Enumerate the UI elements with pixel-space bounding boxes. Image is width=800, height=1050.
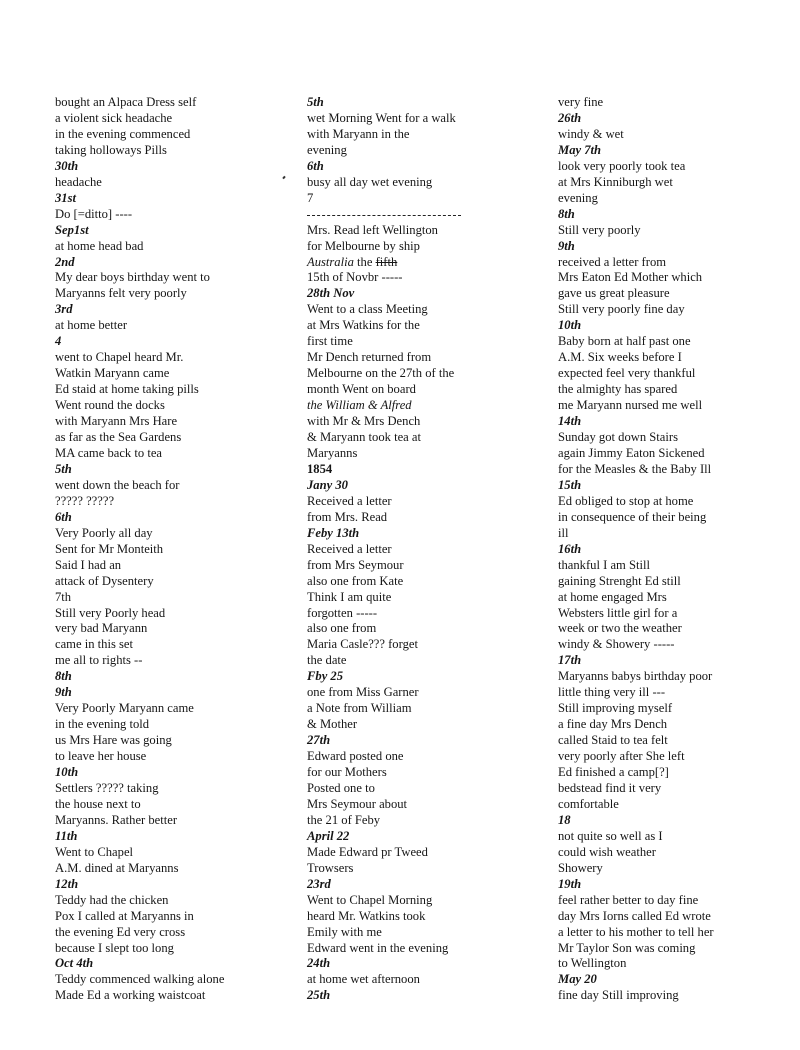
diary-date: 9th <box>55 685 72 700</box>
diary-date: 15th <box>558 477 582 492</box>
diary-column-right <box>558 95 793 1004</box>
diary-line: Pox I called at Maryanns in <box>55 908 194 923</box>
diary-line: a letter to his mother to tell her <box>558 924 714 939</box>
diary-line: thankful I am Still <box>558 557 650 572</box>
diary-line: & Mother <box>307 717 358 732</box>
diary-date: 31st <box>55 190 76 205</box>
diary-line: the almighty has spared <box>558 382 678 397</box>
struck-word: fifth <box>375 254 398 269</box>
diary-line: Mrs Eaton Ed Mother which <box>558 270 703 285</box>
diary-line: Went to Chapel <box>55 844 134 859</box>
diary-line: the date <box>307 653 347 668</box>
diary-line: Mr Dench returned from <box>307 350 432 365</box>
diary-line: from Mrs Seymour <box>307 557 404 572</box>
diary-line: at Mrs Watkins for the <box>307 318 420 333</box>
diary-line: could wish weather <box>558 844 656 859</box>
diary-date: 6th <box>55 509 72 524</box>
diary-date: May 7th <box>558 142 602 157</box>
diary-date: 28th Nov <box>307 286 355 301</box>
diary-line: a fine day Mrs Dench <box>558 717 668 732</box>
diary-date: 24th <box>307 956 331 971</box>
diary-line: Ed finished a camp[?] <box>558 765 669 780</box>
diary-line: Think I am quite <box>307 589 392 604</box>
diary-line: very fine <box>558 95 604 109</box>
diary-line: Sunday got down Stairs <box>558 430 678 445</box>
diary-line: Showery <box>558 860 603 875</box>
diary-date: 6th <box>307 158 324 173</box>
diary-line: Maryanns felt very poorly <box>55 286 187 301</box>
diary-date: 25th <box>307 988 331 1003</box>
diary-line: Mrs Seymour about <box>307 796 408 811</box>
diary-date: 30th <box>55 158 79 173</box>
diary-date: 19th <box>558 876 582 891</box>
diary-line: Emily with me <box>307 924 382 939</box>
diary-line: Ed staid at home taking pills <box>55 382 199 397</box>
diary-line: Made Edward pr Tweed <box>307 844 428 859</box>
diary-line: Do [=ditto] ---- <box>55 206 133 221</box>
diary-date: Oct 4th <box>55 956 94 971</box>
diary-column-left <box>55 95 285 1004</box>
diary-line: us Mrs Hare was going <box>55 733 172 748</box>
diary-date: 2nd <box>55 254 75 269</box>
diary-line: Maryanns <box>307 445 358 460</box>
diary-line: Made Ed a working waistcoat <box>55 988 206 1003</box>
diary-line: Very Poorly Maryann came <box>55 701 194 716</box>
diary-line: Received a letter <box>307 493 392 508</box>
diary-date: 8th <box>55 669 72 684</box>
diary-line: fine day Still improving <box>558 988 679 1003</box>
diary-line: heard Mr. Watkins took <box>307 908 426 923</box>
diary-line: bought an Alpaca Dress self <box>55 95 197 109</box>
diary-line: the house next to <box>55 796 141 811</box>
diary-line: headache <box>55 174 102 189</box>
diary-line: very poorly after She left <box>558 749 685 764</box>
diary-line: went to Chapel heard Mr. <box>55 350 184 365</box>
diary-date: 26th <box>558 110 582 125</box>
diary-line: as far as the Sea Gardens <box>55 430 182 445</box>
diary-line: Maryanns. Rather better <box>55 812 178 827</box>
diary-line: for our Mothers <box>307 765 387 780</box>
diary-date: 23rd <box>307 876 331 891</box>
ship-name: Australia <box>307 254 354 269</box>
diary-line: windy & Showery ----- <box>558 637 675 652</box>
diary-date: 16th <box>558 541 582 556</box>
diary-line: comfortable <box>558 796 619 811</box>
diary-date: 17th <box>558 653 582 668</box>
diary-line: Posted one to <box>307 780 375 795</box>
diary-date: 5th <box>307 95 324 109</box>
diary-line: because I slept too long <box>55 940 174 955</box>
diary-line: little thing very ill --- <box>558 685 666 700</box>
diary-date: Sep1st <box>55 222 89 237</box>
diary-line: forgotten ----- <box>307 605 378 620</box>
diary-line: ill <box>558 525 569 540</box>
diary-date: 12th <box>55 876 79 891</box>
diary-line: Still very Poorly head <box>55 605 166 620</box>
diary-line: the evening Ed very cross <box>55 924 186 939</box>
diary-line: Ed obliged to stop at home <box>558 493 694 508</box>
diary-line: Teddy commenced walking alone <box>55 972 225 987</box>
diary-line: with Maryann Mrs Hare <box>55 414 178 429</box>
diary-line: Sent for Mr Monteith <box>55 541 164 556</box>
diary-line: Mr Taylor Son was coming <box>558 940 696 955</box>
diary-line: Still improving myself <box>558 701 673 716</box>
diary-line: gave us great pleasure <box>558 286 670 301</box>
diary-line: to Wellington <box>558 956 627 971</box>
diary-date: Feby 13th <box>307 525 360 540</box>
diary-line: expected feel very thankful <box>558 366 696 381</box>
diary-line: Watkin Maryann came <box>55 366 170 381</box>
diary-line: from Mrs. Read <box>307 509 388 524</box>
diary-line: Said I had an <box>55 557 122 572</box>
diary-line: A.M. dined at Maryanns <box>55 860 179 875</box>
diary-line: Edward went in the evening <box>307 940 449 955</box>
diary-line: look very poorly took tea <box>558 158 686 173</box>
diary-line: went down the beach for <box>55 477 180 492</box>
diary-line: Went round the docks <box>55 398 165 413</box>
diary-date: Fby 25 <box>307 669 344 684</box>
diary-date: 14th <box>558 414 582 429</box>
diary-line: Still very poorly fine day <box>558 302 685 317</box>
diary-line: Very Poorly all day <box>55 525 153 540</box>
diary-line: Went to Chapel Morning <box>307 892 433 907</box>
diary-date: 5th <box>55 461 72 476</box>
diary-line: Australia the fifth <box>307 254 398 269</box>
diary-date: 3rd <box>55 302 73 317</box>
diary-date: 10th <box>55 765 79 780</box>
diary-line: again Jimmy Eaton Sickened <box>558 445 705 460</box>
diary-line: week or two the weather <box>558 621 682 636</box>
diary-line: at home head bad <box>55 238 144 253</box>
diary-date: April 22 <box>307 828 350 843</box>
diary-line: Maryanns babys birthday poor <box>558 669 713 684</box>
diary-line: me all to rights -- <box>55 653 143 668</box>
diary-line: for Melbourne by ship <box>307 238 420 253</box>
diary-date: 11th <box>55 828 78 843</box>
diary-line: the William & Alfred <box>307 398 412 413</box>
diary-line: evening <box>307 142 347 157</box>
diary-line: the 21 of Feby <box>307 812 381 827</box>
diary-line: Still very poorly <box>558 222 641 237</box>
diary-line: at home engaged Mrs <box>558 589 667 604</box>
diary-line: to leave her house <box>55 749 147 764</box>
diary-line: My dear boys birthday went to <box>55 270 210 285</box>
scan-speck <box>282 176 285 180</box>
diary-line: Maria Casle??? forget <box>307 637 418 652</box>
diary-line: at home wet afternoon <box>307 972 420 987</box>
diary-line: with Mr & Mrs Dench <box>307 414 421 429</box>
diary-line: MA came back to tea <box>55 445 163 460</box>
diary-line: at Mrs Kinniburgh wet <box>558 174 673 189</box>
diary-line: also one from Kate <box>307 573 404 588</box>
diary-date: 10th <box>558 318 582 333</box>
diary-line: Received a letter <box>307 541 392 556</box>
diary-line: a violent sick headache <box>55 110 173 125</box>
diary-line: busy all day wet evening <box>307 174 433 189</box>
diary-line: one from Miss Garner <box>307 685 419 700</box>
diary-line: day Mrs Iorns called Ed wrote <box>558 908 711 923</box>
diary-column-middle <box>307 95 547 1004</box>
diary-line: bedstead find it very <box>558 780 662 795</box>
diary-date: Jany 30 <box>307 477 348 492</box>
diary-line: Settlers ????? taking <box>55 780 159 795</box>
diary-line: for the Measles & the Baby Ill <box>558 461 712 476</box>
diary-line: month Went on board <box>307 382 416 397</box>
diary-line: received a letter from <box>558 254 667 269</box>
diary-line: Teddy had the chicken <box>55 892 169 907</box>
diary-line: Went to a class Meeting <box>307 302 428 317</box>
diary-line: 7 <box>307 190 314 205</box>
diary-line: A.M. Six weeks before I <box>558 350 682 365</box>
diary-line: in the evening commenced <box>55 126 191 141</box>
diary-line: Mrs. Read left Wellington <box>307 222 438 237</box>
diary-line: taking holloways Pills <box>55 142 167 157</box>
diary-line: evening <box>558 190 598 205</box>
diary-line: at home better <box>55 318 128 333</box>
diary-line: feel rather better to day fine <box>558 892 699 907</box>
diary-line: in the evening told <box>55 717 150 732</box>
diary-line: ????? ????? <box>55 493 115 508</box>
diary-line: Edward posted one <box>307 749 404 764</box>
diary-line: windy & wet <box>558 126 624 141</box>
diary-line: Melbourne on the 27th of the <box>307 366 455 381</box>
diary-line: with Maryann in the <box>307 126 410 141</box>
diary-line: also one from <box>307 621 377 636</box>
diary-line: very bad Maryann <box>55 621 148 636</box>
diary-date: 9th <box>558 238 575 253</box>
diary-date: 4 <box>55 334 62 349</box>
diary-line: a Note from William <box>307 701 412 716</box>
diary-line: first time <box>307 334 353 349</box>
diary-line: called Staid to tea felt <box>558 733 668 748</box>
diary-date: 27th <box>307 733 331 748</box>
diary-line: Baby born at half past one <box>558 334 691 349</box>
diary-line: attack of Dysentery <box>55 573 154 588</box>
diary-line: came in this set <box>55 637 133 652</box>
diary-line: 1854 <box>307 461 333 476</box>
diary-date: 8th <box>558 206 575 221</box>
diary-line: wet Morning Went for a walk <box>307 110 456 125</box>
diary-line: 15th of Novbr ----- <box>307 270 403 285</box>
diary-date: 18 <box>558 812 571 827</box>
diary-line: me Maryann nursed me well <box>558 398 703 413</box>
diary-line: 7th <box>55 589 72 604</box>
diary-line: not quite so well as I <box>558 828 663 843</box>
dashed-separator-line <box>307 215 461 216</box>
diary-line: & Maryann took tea at <box>307 430 422 445</box>
diary-date: May 20 <box>558 972 597 987</box>
diary-line: gaining Strenght Ed still <box>558 573 681 588</box>
diary-line: Websters little girl for a <box>558 605 678 620</box>
diary-line: in consequence of their being <box>558 509 707 524</box>
diary-line: Trowsers <box>307 860 354 875</box>
